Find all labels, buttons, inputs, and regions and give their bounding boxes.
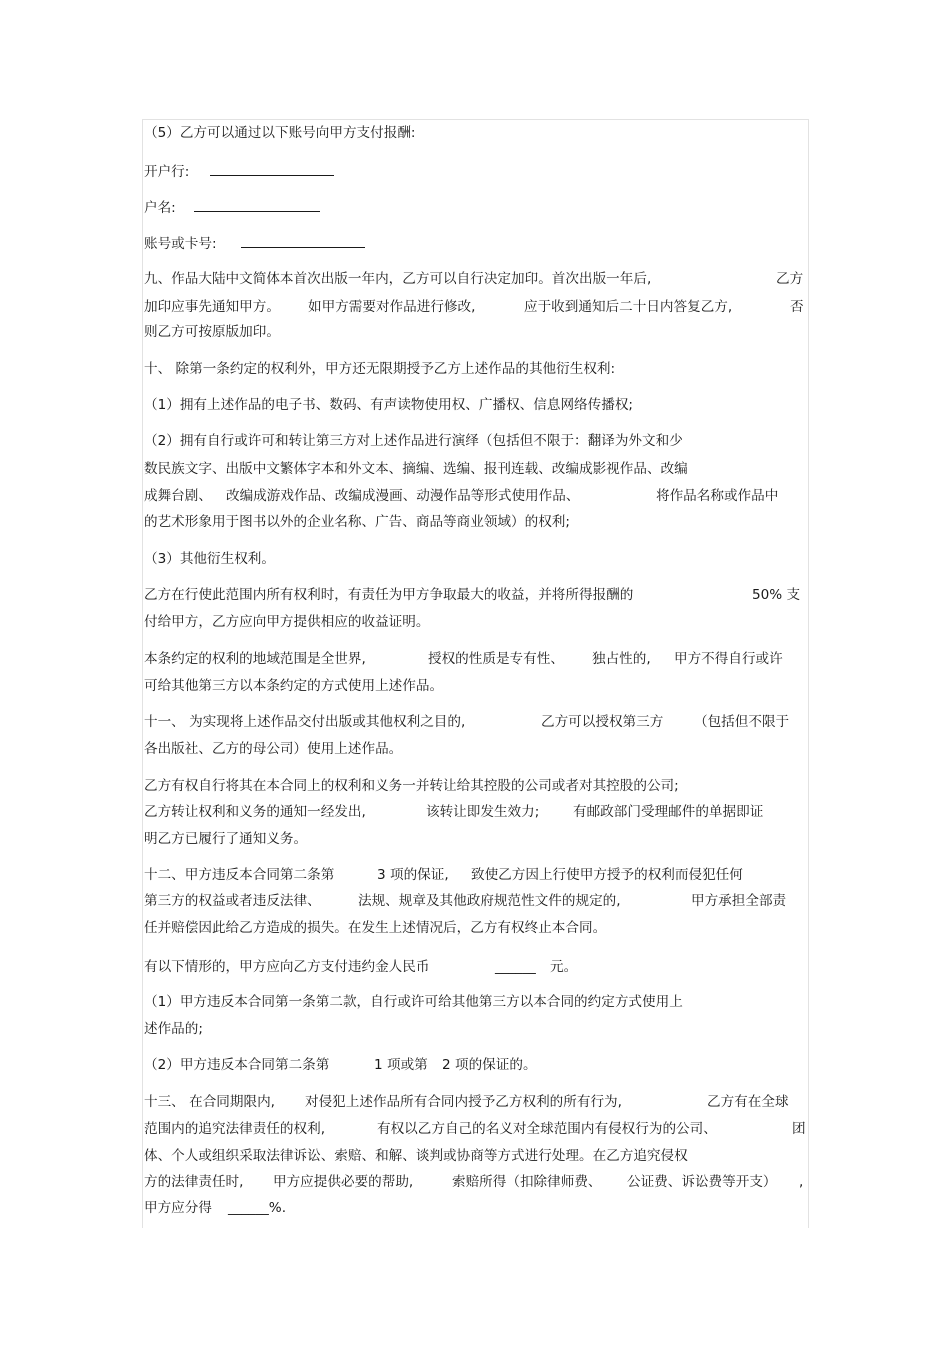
clause-13-line-4c: 索赔所得（扣除律师费、 — [452, 1174, 602, 1190]
clause-13-line-1b: 对侵犯上述作品所有合同内授予乙方权利的所有行为, — [305, 1094, 622, 1110]
account-name-field — [144, 197, 320, 217]
territory-line-1b: 授权的性质是专有性、 — [428, 651, 564, 667]
penalty-item-2b: 1 项或第 — [374, 1057, 428, 1073]
penalty-line-a: 有以下情形的，甲方应向乙方支付违约金人民币 — [144, 959, 430, 975]
clause-13-line-3: 体、个人或组织采取法律诉讼、索赔、和解、谈判或协商等方式进行处理。在乙方追究侵权 — [144, 1148, 688, 1164]
clause-12-line-2b: 法规、规章及其他政府规范性文件的规定的, — [358, 893, 621, 909]
clause-9-line-3: 则乙方可按原版加印。 — [144, 324, 280, 340]
clause-10-item-2-line-3a: 成舞台剧、 — [144, 488, 212, 504]
clause-13-line-4a: 方的法律责任时, — [144, 1174, 244, 1190]
clause-13-line-4e: , — [799, 1174, 804, 1190]
clause-10-item-1: （1）拥有上述作品的电子书、数码、有声读物使用权、广播权、信息网络传播权; — [144, 397, 634, 413]
clause-9-line-2d: 否 — [790, 299, 804, 315]
clause-9-line-1-end: 乙方 — [776, 271, 804, 287]
account-name-blank — [194, 197, 320, 212]
clause-10-item-2-line-3c: 将作品名称或作品中 — [656, 488, 779, 504]
transfer-line-2c: 有邮政部门受理邮件的单据即证 — [573, 804, 764, 820]
territory-line-1c: 独占性的, — [592, 651, 651, 667]
clause-13-line-1c: 乙方有在全球 — [707, 1094, 789, 1110]
clause-12-line-1a: 十二、甲方违反本合同第二条第 — [144, 867, 335, 883]
penalty-item-2c: 2 项的保证的。 — [442, 1057, 537, 1073]
penalty-item-1-line-1: （1）甲方违反本合同第一条第二款，自行或许可给其他第三方以本合同的约定方式使用上 — [144, 994, 683, 1010]
clause-10-item-2-line-2: 数民族文字、出版中文繁体字本和外文本、摘编、选编、报刊连载、改编成影视作品、改编 — [144, 461, 688, 477]
clause-10-item-2-line-1: （2）拥有自行或许可和转让第三方对上述作品进行演绎（包括但不限于：翻译为外文和少 — [144, 433, 683, 449]
clause-13-line-5a: 甲方应分得 — [144, 1200, 212, 1216]
account-number-blank — [241, 233, 365, 248]
clause-13-line-2a: 范围内的追究法律责任的权利, — [144, 1121, 326, 1137]
bank-name-blank — [210, 161, 334, 176]
clause-11-line-1b: 乙方可以授权第三方 — [541, 714, 664, 730]
revenue-line-2: 付给甲方，乙方应向甲方提供相应的收益证明。 — [144, 614, 430, 630]
clause-10-item-2-line-4: 的艺术形象用于图书以外的企业名称、广告、商品等商业领域）的权利; — [144, 514, 570, 530]
clause-13-line-4b: 甲方应提供必要的帮助, — [273, 1174, 414, 1190]
territory-line-2: 可给其他第三方以本条约定的方式使用上述作品。 — [144, 678, 444, 694]
bank-name-field — [144, 161, 334, 181]
clause-12-line-2c: 甲方承担全部责 — [691, 893, 787, 909]
account-number-field — [144, 233, 365, 253]
clause-10-item-2-line-3b: 改编成游戏作品、改编成漫画、动漫作品等形式使用作品、 — [226, 488, 580, 504]
revenue-line-1b: 50% 支 — [752, 587, 801, 603]
transfer-line-2b: 该转让即发生效力; — [426, 804, 540, 820]
clause-8-5-heading: （5）乙方可以通过以下账号向甲方支付报酬: — [144, 125, 416, 141]
clause-12-line-3: 任并赔偿因此给乙方造成的损失。在发生上述情况后，乙方有权终止本合同。 — [144, 920, 607, 936]
territory-line-1d: 甲方不得自行或许 — [674, 651, 783, 667]
transfer-line-1: 乙方有权自行将其在本合同上的权利和义务一并转让给其控股的公司或者对其控股的公司; — [144, 778, 679, 794]
clause-11-line-1a: 十一、 为实现将上述作品交付出版或其他权利之目的, — [144, 714, 466, 730]
bank-name-label: 开户行: — [144, 164, 190, 180]
territory-line-1a: 本条约定的权利的地域范围是全世界, — [144, 651, 366, 667]
penalty-item-2a: （2）甲方违反本合同第二条第 — [144, 1057, 330, 1073]
clause-13-line-4d: 公证费、诉讼费等开支） — [627, 1174, 777, 1190]
clause-13-line-2b: 有权以乙方自己的名义对全球范围内有侵权行为的公司、 — [377, 1121, 717, 1137]
penalty-unit: 元。 — [550, 959, 578, 975]
clause-10-item-3: （3）其他衍生权利。 — [144, 551, 275, 567]
account-number-label: 账号或卡号: — [144, 236, 217, 252]
transfer-line-3: 明乙方已履行了通知义务。 — [144, 831, 308, 847]
clause-10-heading: 十、 除第一条约定的权利外，甲方还无限期授予乙方上述作品的其他衍生权利: — [144, 361, 616, 377]
clause-12-line-2a: 第三方的权益或者违反法律、 — [144, 893, 321, 909]
clause-12-line-1c: 致使乙方因上行使甲方授予的权利而侵犯任何 — [471, 867, 743, 883]
transfer-line-2a: 乙方转让权利和义务的通知一经发出, — [144, 804, 366, 820]
clause-13-line-1a: 十三、 在合同期限内, — [144, 1094, 275, 1110]
clause-11-line-2: 各出版社、乙方的母公司）使用上述作品。 — [144, 741, 403, 757]
clause-11-line-1c: （包括但不限于 — [694, 714, 790, 730]
clause-12-line-1b: 3 项的保证, — [377, 867, 449, 883]
clause-9-line-1: 九、作品大陆中文简体本首次出版一年内，乙方可以自行决定加印。首次出版一年后, — [144, 271, 652, 287]
clause-13-line-2c: 团 — [792, 1121, 806, 1137]
clause-9-line-2b: 如甲方需要对作品进行修改, — [308, 299, 476, 315]
clause-9-line-2a: 加印应事先通知甲方。 — [144, 299, 280, 315]
penalty-item-1-line-2: 述作品的; — [144, 1021, 203, 1037]
revenue-line-1a: 乙方在行使此范围内所有权利时，有责任为甲方争取最大的收益，并将所得报酬的 — [144, 587, 634, 603]
account-name-label: 户名: — [144, 200, 176, 216]
clause-9-line-2c: 应于收到通知后二十日内答复乙方, — [524, 299, 733, 315]
share-percent-blank: ______%. — [228, 1200, 287, 1216]
penalty-amount-blank: ______ — [495, 959, 536, 975]
